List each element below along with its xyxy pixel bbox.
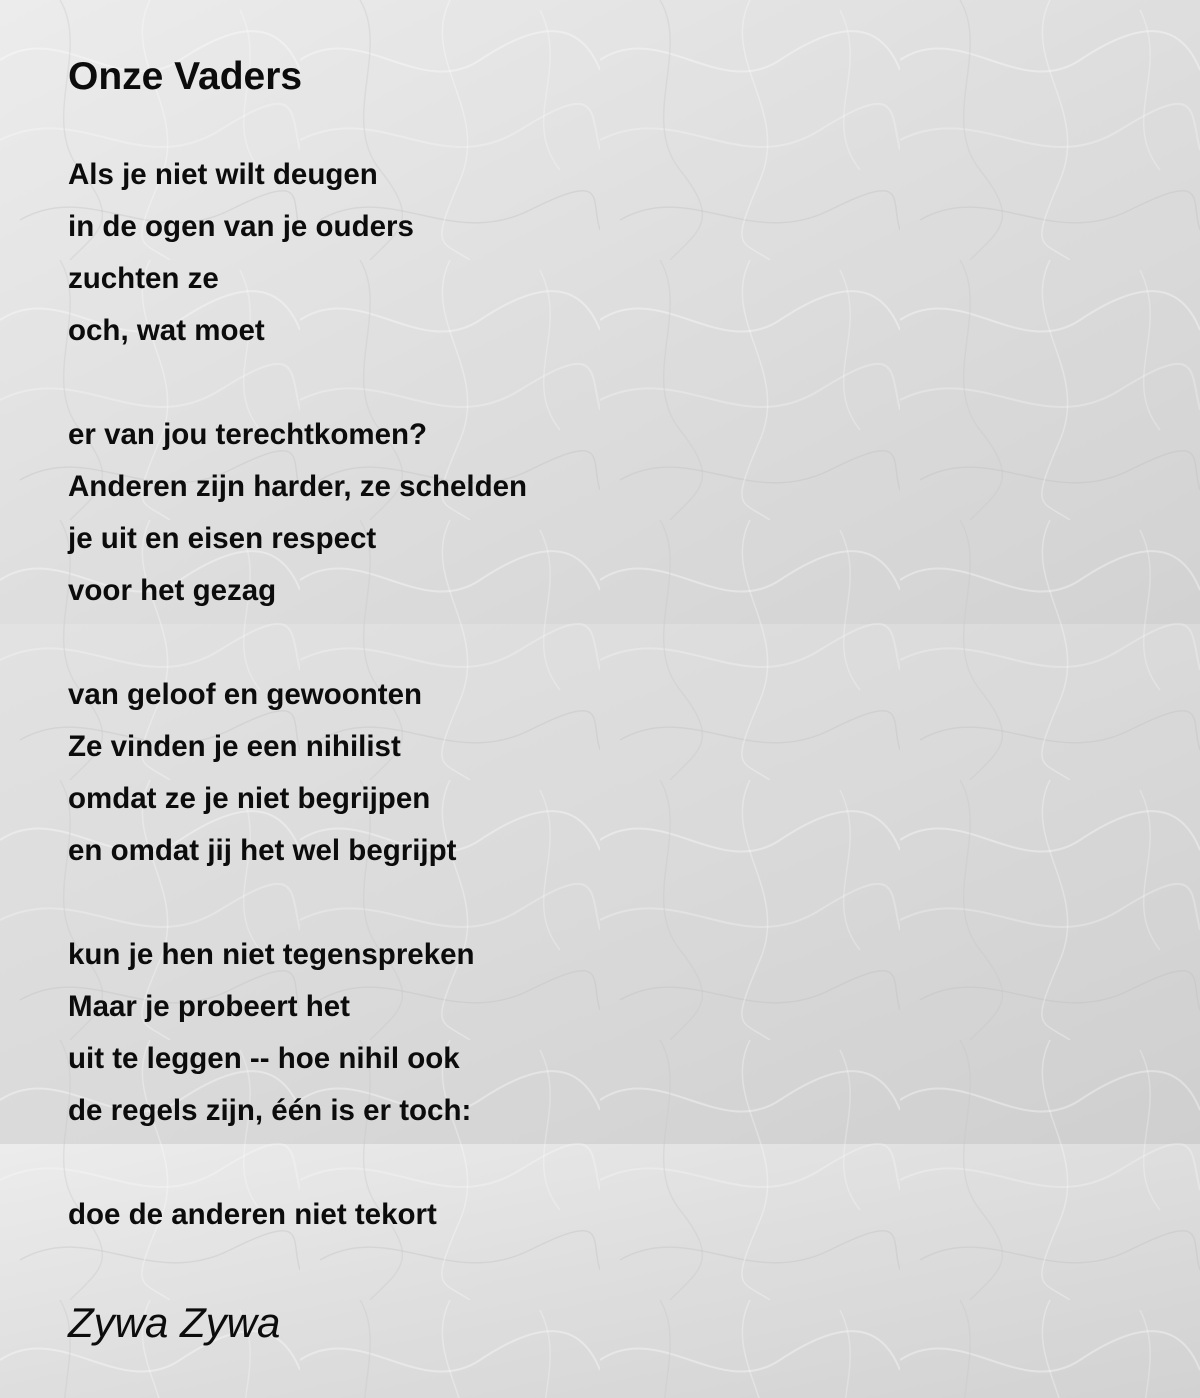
poem-line: omdat ze je niet begrijpen — [68, 782, 431, 815]
poem-line: Maar je probeert het — [68, 990, 350, 1023]
poem-line: je uit en eisen respect — [68, 522, 377, 555]
poem-line: uit te leggen -- hoe nihil ook — [68, 1042, 460, 1075]
poem-line: de regels zijn, één is er toch: — [68, 1094, 472, 1127]
poem-line: voor het gezag — [68, 574, 277, 607]
poem-line: er van jou terechtkomen? — [68, 418, 428, 451]
poem-line: Als je niet wilt deugen — [68, 158, 378, 191]
poem-line: en omdat jij het wel begrijpt — [68, 834, 457, 867]
stanza-break — [68, 361, 527, 413]
poem-line: van geloof en gewoonten — [68, 678, 423, 711]
poem-line: och, wat moet — [68, 314, 265, 347]
poem-title: Onze Vaders — [68, 55, 303, 98]
poem-line: in de ogen van je ouders — [68, 210, 414, 243]
poem-line: Ze vinden je een nihilist — [68, 730, 401, 763]
poem-line: zuchten ze — [68, 262, 219, 295]
stanza-break — [68, 1141, 527, 1193]
poem-body — [68, 153, 527, 1245]
stanza-break — [68, 881, 527, 933]
poem-line: Anderen zijn harder, ze schelden — [68, 470, 528, 503]
stanza-break — [68, 621, 527, 673]
poem-line: doe de anderen niet tekort — [68, 1198, 437, 1231]
poem-line: kun je hen niet tegenspreken — [68, 938, 475, 971]
poem-author: Zywa Zywa — [68, 1299, 281, 1346]
